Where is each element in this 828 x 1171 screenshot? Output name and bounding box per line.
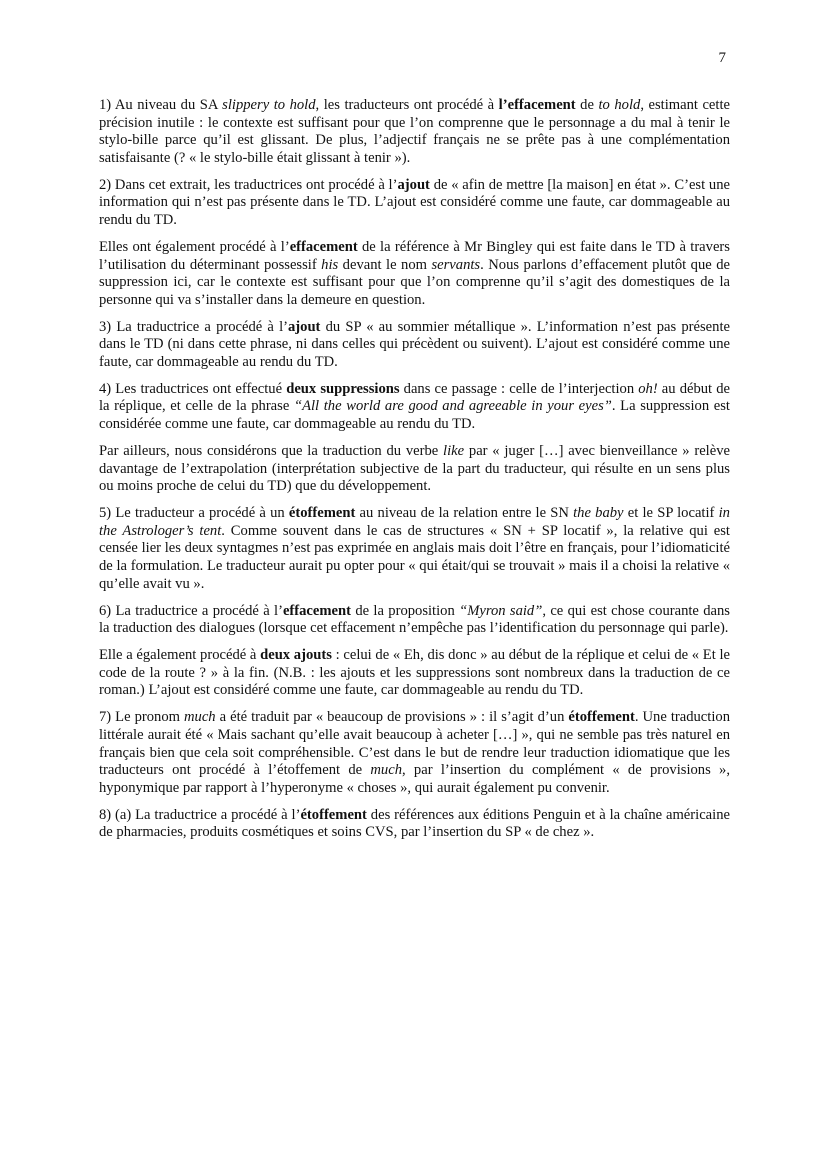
- paragraph-9: Elle a également procédé à deux ajouts : celui de « Eh, dis donc » au début de la réplique et celui de « Et le code de la route ? » à la fin. (N.B. : les ajouts et les suppressions sont nombreux dans la traduction de ce roman.) L’ajout est considéré comme une faute, car dommageable au rendu du TD.: [99, 647, 730, 699]
- paragraph-4: 3) La traductrice a procédé à l’ajout du SP « au sommier métallique ». L’information n’est pas présente dans le TD (ni dans cette phrase, ni dans celles qui précèdent ou suivent). L’ajout est considéré comme une faute, car dommageable au rendu du TD.: [99, 318, 730, 370]
- paragraph-1: 1) Au niveau du SA slippery to hold, les traducteurs ont procédé à l’effacement de to hold, estimant cette précision inutile : le contexte est suffisant pour que l’on comprenne que le personnage a du mal à tenir le stylo-bille parce qu’il est glissant. De plus, l’adjectif français ne se prête pas à une complémentation satisfaisante (? « le stylo-bille était glissant à tenir »).: [99, 97, 730, 166]
- paragraph-3: Elles ont également procédé à l’effacement de la référence à Mr Bingley qui est faite dans le TD à travers l’utilisation du déterminant possessif his devant le nom servants. Nous parlons d’effacement plutôt que de suppression ici, car le contexte est suffisant pour que l’on comprenne qu’il s’agit des domestiques de la personne qui va s’installer dans la demeure en question.: [99, 238, 730, 308]
- paragraph-11: 8) (a) La traductrice a procédé à l’étoffement des références aux éditions Penguin et à la chaîne américaine de pharmacies, produits cosmétiques et soins CVS, par l’insertion du SP « de chez ».: [99, 806, 730, 841]
- paragraph-7: 5) Le traducteur a procédé à un étoffement au niveau de la relation entre le SN the baby et le SP locatif in the Astrologer’s tent. Comme souvent dans le cas de structures « SN + SP locatif », la relative qui est censée lier les deux syntagmes n’est pas exprimée en anglais mais doit l’être en français, pour l’idiomaticité de la formulation. Le traducteur aurait pu opter pour « qui était/qui se trouvait » mais il a choisi la relative « qu’elle avait vu ».: [99, 505, 730, 592]
- paragraph-8: 6) La traductrice a procédé à l’effacement de la proposition “Myron said”, ce qui est chose courante dans la traduction des dialogues (lorsque cet effacement n’empêche pas l’identification du personnage qui parle).: [99, 602, 730, 637]
- page-number: 7: [718, 50, 726, 66]
- document-body: [99, 97, 730, 851]
- paragraph-10: 7) Le pronom much a été traduit par « beaucoup de provisions » : il s’agit d’un étoffement. Une traduction littérale aurait été « Mais sachant qu’elle avait beaucoup à acheter […] », qui ne semble pas très naturel en français bien que cela soit compréhensible. C’est dans le but de rendre leur traduction idiomatique que les traducteurs ont procédé à l’étoffement de much, par l’insertion du complément « de provisions », hyponymique par rapport à l’hyperonyme « choses », qui aurait également pu convenir.: [99, 709, 730, 796]
- paragraph-2: 2) Dans cet extrait, les traductrices ont procédé à l’ajout de « afin de mettre [la maison] en état ». C’est une information qui n’est pas présente dans le TD. L’ajout est considéré comme une faute, car dommageable au rendu du TD.: [99, 176, 730, 228]
- paragraph-6: Par ailleurs, nous considérons que la traduction du verbe like par « juger […] avec bienveillance » relève davantage de l’extrapolation (interprétation subjective de la part du traducteur, qui résulte en un sens plus ou moins proche de celui du TD) que du développement.: [99, 443, 730, 495]
- paragraph-5: 4) Les traductrices ont effectué deux suppressions dans ce passage : celle de l’interjection oh! au début de la réplique, et celle de la phrase “All the world are good and agreeable in your eyes”. La suppression est considérée comme une faute, car dommageable au rendu du TD.: [99, 380, 730, 433]
